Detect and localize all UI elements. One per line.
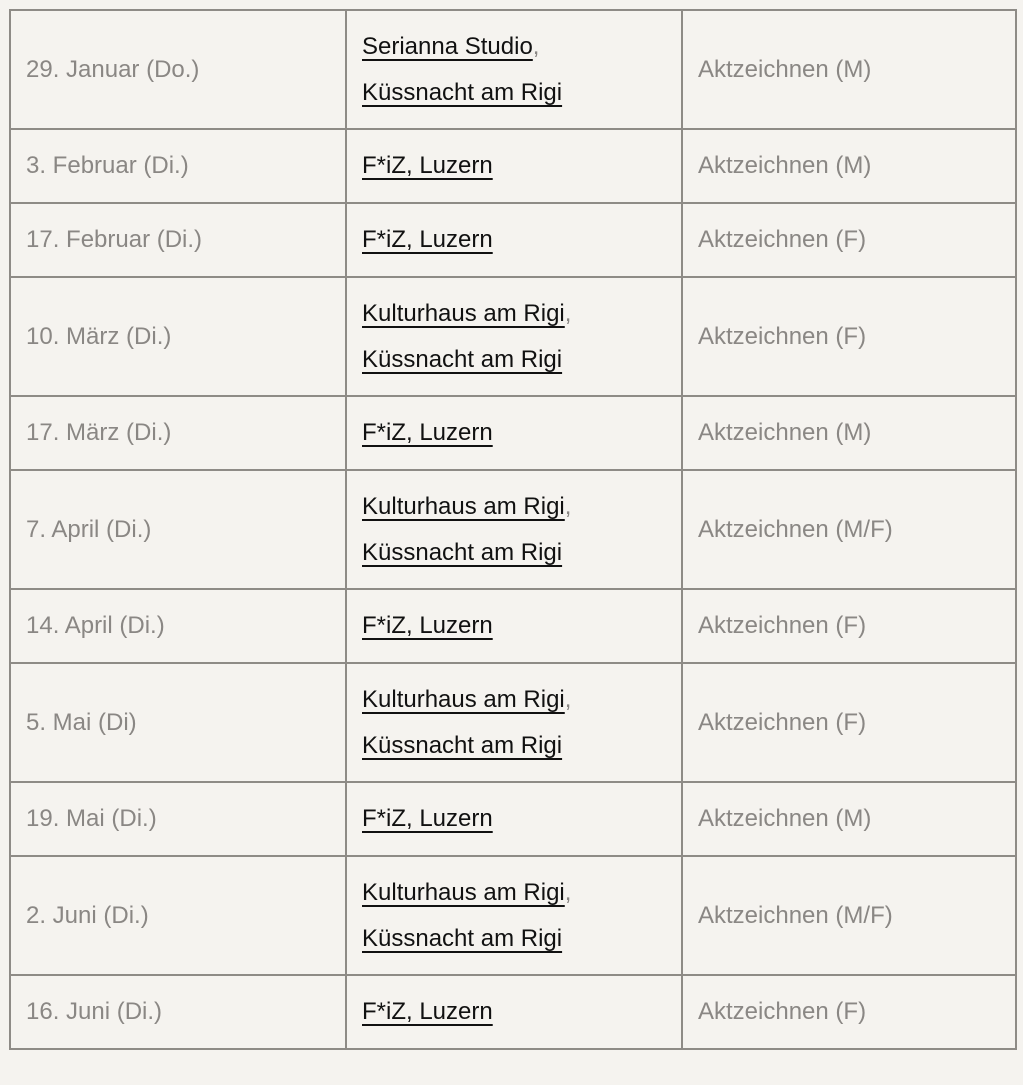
venue-separator: ,: [564, 492, 572, 520]
venue-cell: [346, 782, 682, 856]
course-cell: Aktzeichnen (F): [682, 277, 1016, 396]
table-row: [10, 396, 1016, 470]
table-row: [10, 277, 1016, 396]
venue-cell: [346, 663, 682, 782]
table-row: [10, 856, 1016, 975]
venue-link[interactable]: Kulturhaus am Rigi: [362, 492, 565, 520]
table-row: [10, 10, 1016, 129]
venue-link[interactable]: Küssnacht am Rigi: [362, 538, 563, 566]
date-cell: 17. März (Di.): [10, 396, 346, 470]
date-cell: 3. Februar (Di.): [10, 129, 346, 203]
table-row: [10, 470, 1016, 589]
venue-cell: [346, 589, 682, 663]
venue-link[interactable]: Küssnacht am Rigi: [362, 731, 563, 759]
course-cell: Aktzeichnen (M): [682, 396, 1016, 470]
course-cell: Aktzeichnen (M): [682, 129, 1016, 203]
schedule-table: [9, 9, 1017, 1050]
venue-link[interactable]: F*iZ, Luzern: [362, 805, 493, 832]
venue-link[interactable]: Kulturhaus am Rigi: [362, 685, 565, 713]
date-cell: 16. Juni (Di.): [10, 975, 346, 1049]
venue-separator: ,: [564, 878, 572, 906]
venue-link[interactable]: Küssnacht am Rigi: [362, 924, 563, 952]
venue-separator: ,: [564, 299, 572, 327]
venue-cell: [346, 396, 682, 470]
course-cell: Aktzeichnen (M/F): [682, 470, 1016, 589]
course-cell: Aktzeichnen (F): [682, 663, 1016, 782]
course-cell: Aktzeichnen (M): [682, 782, 1016, 856]
date-cell: 29. Januar (Do.): [10, 10, 346, 129]
table-row: [10, 129, 1016, 203]
venue-link[interactable]: F*iZ, Luzern: [362, 152, 493, 179]
venue-link[interactable]: F*iZ, Luzern: [362, 419, 493, 446]
date-cell: 5. Mai (Di): [10, 663, 346, 782]
course-cell: Aktzeichnen (F): [682, 589, 1016, 663]
venue-separator: ,: [564, 685, 572, 713]
table-row: [10, 663, 1016, 782]
venue-cell: [346, 10, 682, 129]
venue-link[interactable]: F*iZ, Luzern: [362, 998, 493, 1025]
table-row: [10, 782, 1016, 856]
venue-cell: [346, 129, 682, 203]
venue-link[interactable]: Küssnacht am Rigi: [362, 78, 563, 106]
venue-cell: [346, 856, 682, 975]
course-cell: Aktzeichnen (M): [682, 10, 1016, 129]
venue-link[interactable]: Serianna Studio: [362, 32, 533, 60]
date-cell: 7. April (Di.): [10, 470, 346, 589]
date-cell: 2. Juni (Di.): [10, 856, 346, 975]
date-cell: 14. April (Di.): [10, 589, 346, 663]
venue-link[interactable]: F*iZ, Luzern: [362, 226, 493, 253]
date-cell: 17. Februar (Di.): [10, 203, 346, 277]
schedule-container: [9, 9, 1015, 1050]
date-cell: 19. Mai (Di.): [10, 782, 346, 856]
venue-link[interactable]: Küssnacht am Rigi: [362, 345, 563, 373]
course-cell: Aktzeichnen (F): [682, 203, 1016, 277]
venue-cell: [346, 470, 682, 589]
venue-link[interactable]: Kulturhaus am Rigi: [362, 878, 565, 906]
date-cell: 10. März (Di.): [10, 277, 346, 396]
venue-link[interactable]: Kulturhaus am Rigi: [362, 299, 565, 327]
venue-link[interactable]: F*iZ, Luzern: [362, 612, 493, 639]
table-row: [10, 975, 1016, 1049]
course-cell: Aktzeichnen (M/F): [682, 856, 1016, 975]
venue-cell: [346, 277, 682, 396]
course-cell: Aktzeichnen (F): [682, 975, 1016, 1049]
table-row: [10, 589, 1016, 663]
table-row: [10, 203, 1016, 277]
venue-separator: ,: [532, 32, 540, 60]
venue-cell: [346, 203, 682, 277]
venue-cell: [346, 975, 682, 1049]
